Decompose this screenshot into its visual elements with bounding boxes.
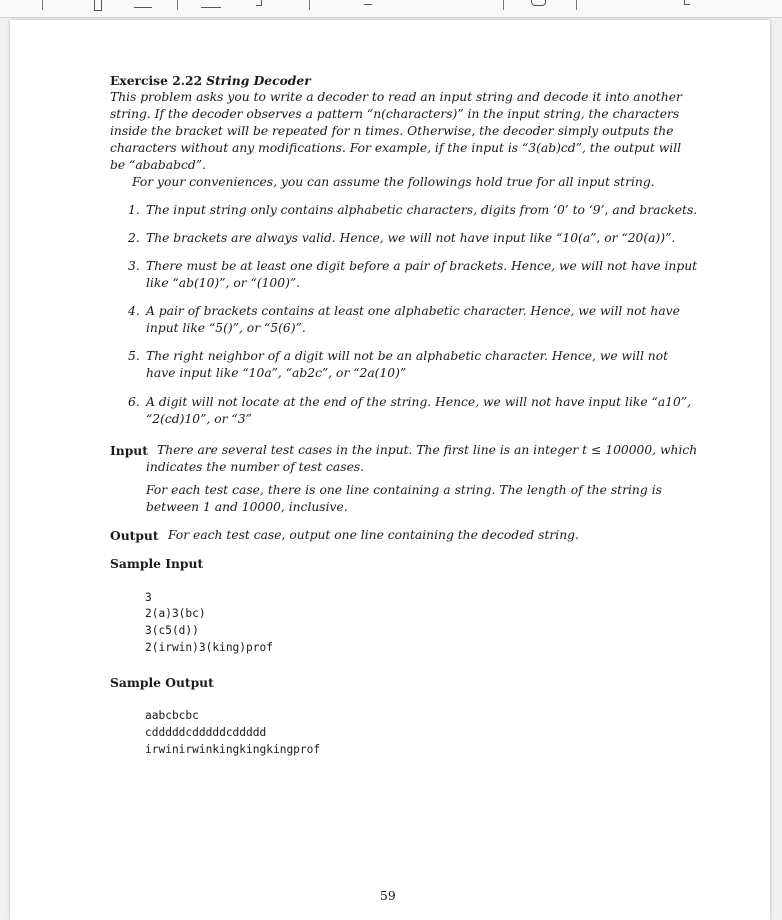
- conveniences-text: For your conveniences, you can assume the followings hold true for all input string.: [132, 175, 655, 189]
- toolbar-separator: [576, 0, 577, 10]
- list-item-line: A digit will not locate at the end of the string. Hence, we will not have input like “a10”,: [146, 395, 691, 409]
- list-number: 6.: [128, 395, 140, 409]
- intro-line: be “abababcd”.: [110, 158, 206, 172]
- list-item-line: The input string only contains alphabetic characters, digits from ‘0’ to ‘9’, and brackets.: [146, 203, 698, 217]
- list-number: 5.: [128, 349, 140, 363]
- toolbar-icon[interactable]: [134, 0, 152, 8]
- list-item-line: have input like “10a”, “ab2c”, or “2a(10)”: [146, 366, 407, 380]
- list-number: 1.: [128, 203, 140, 217]
- sample-input-heading: Sample Input: [110, 556, 204, 571]
- page-number: 59: [380, 889, 396, 903]
- input-description: indicates the number of test cases.: [146, 460, 365, 474]
- sample-input-line: 2(irwin)3(king)prof: [145, 641, 273, 654]
- list-item-line: A pair of brackets contains at least one alphabetic character. Hence, we will not have: [146, 304, 680, 318]
- list-number: 4.: [128, 304, 140, 318]
- sample-output-line: cdddddcdddddcddddd: [145, 726, 267, 739]
- toolbar-icon[interactable]: [256, 0, 262, 6]
- list-item-line: like “ab(10)”, or “(100)”.: [146, 276, 301, 290]
- list-number: 3.: [128, 259, 140, 273]
- toolbar-separator: [177, 0, 178, 10]
- input-description: between 1 and 10000, inclusive.: [146, 500, 348, 514]
- intro-line: string. If the decoder observes a pattern “n(characters)” in the input string, the characters: [110, 107, 680, 121]
- toolbar-separator: [309, 0, 310, 10]
- viewer-toolbar: [0, 0, 782, 18]
- document-page: [10, 20, 770, 920]
- list-number: 2.: [128, 231, 140, 245]
- toolbar-separator: [42, 0, 43, 10]
- intro-line: This problem asks you to write a decoder to read an input string and decode it into another: [110, 90, 682, 104]
- input-label: Input: [110, 443, 148, 458]
- intro-line: inside the bracket will be repeated for n times. Otherwise, the decoder simply outputs the: [110, 124, 674, 138]
- output-label: Output: [110, 528, 159, 543]
- input-description: For each test case, there is one line containing a string. The length of the string is: [146, 483, 662, 497]
- toolbar-separator: [503, 0, 504, 10]
- sample-output-heading: Sample Output: [110, 675, 214, 690]
- list-item-line: There must be at least one digit before a pair of brackets. Hence, we will not have input: [146, 259, 698, 273]
- list-item-line: “2(cd)10”, or “3”: [146, 412, 252, 426]
- list-item-line: The brackets are always valid. Hence, we will not have input like “10(a”, or “20(a))”.: [146, 231, 676, 245]
- sample-output-line: irwinirwinkingkingkingprof: [145, 743, 321, 756]
- input-description: There are several test cases in the input. The first line is an integer t ≤ 100000, which: [157, 443, 698, 457]
- sample-input-line: 3(c5(d)): [145, 624, 199, 637]
- toolbar-icon[interactable]: [94, 0, 102, 11]
- sample-input-line: 2(a)3(bc): [145, 607, 206, 620]
- intro-line: characters without any modifications. For example, if the input is “3(ab)cd”, the output will: [110, 141, 682, 155]
- list-item-line: The right neighbor of a digit will not be an alphabetic character. Hence, we will not: [146, 349, 669, 363]
- toolbar-icon[interactable]: [531, 0, 546, 6]
- exercise-heading: [110, 72, 311, 90]
- sample-output-line: aabcbcbc: [145, 709, 199, 722]
- toolbar-icon[interactable]: [364, 0, 372, 5]
- exercise-label: Exercise 2.22: [110, 73, 203, 88]
- exercise-title: String Decoder: [206, 73, 311, 88]
- sample-input-line: 3: [145, 591, 152, 604]
- toolbar-icon[interactable]: [201, 0, 221, 8]
- output-description: For each test case, output one line containing the decoded string.: [168, 528, 579, 542]
- toolbar-icon[interactable]: [684, 0, 690, 5]
- list-item-line: input like “5()”, or “5(6)”.: [146, 321, 306, 335]
